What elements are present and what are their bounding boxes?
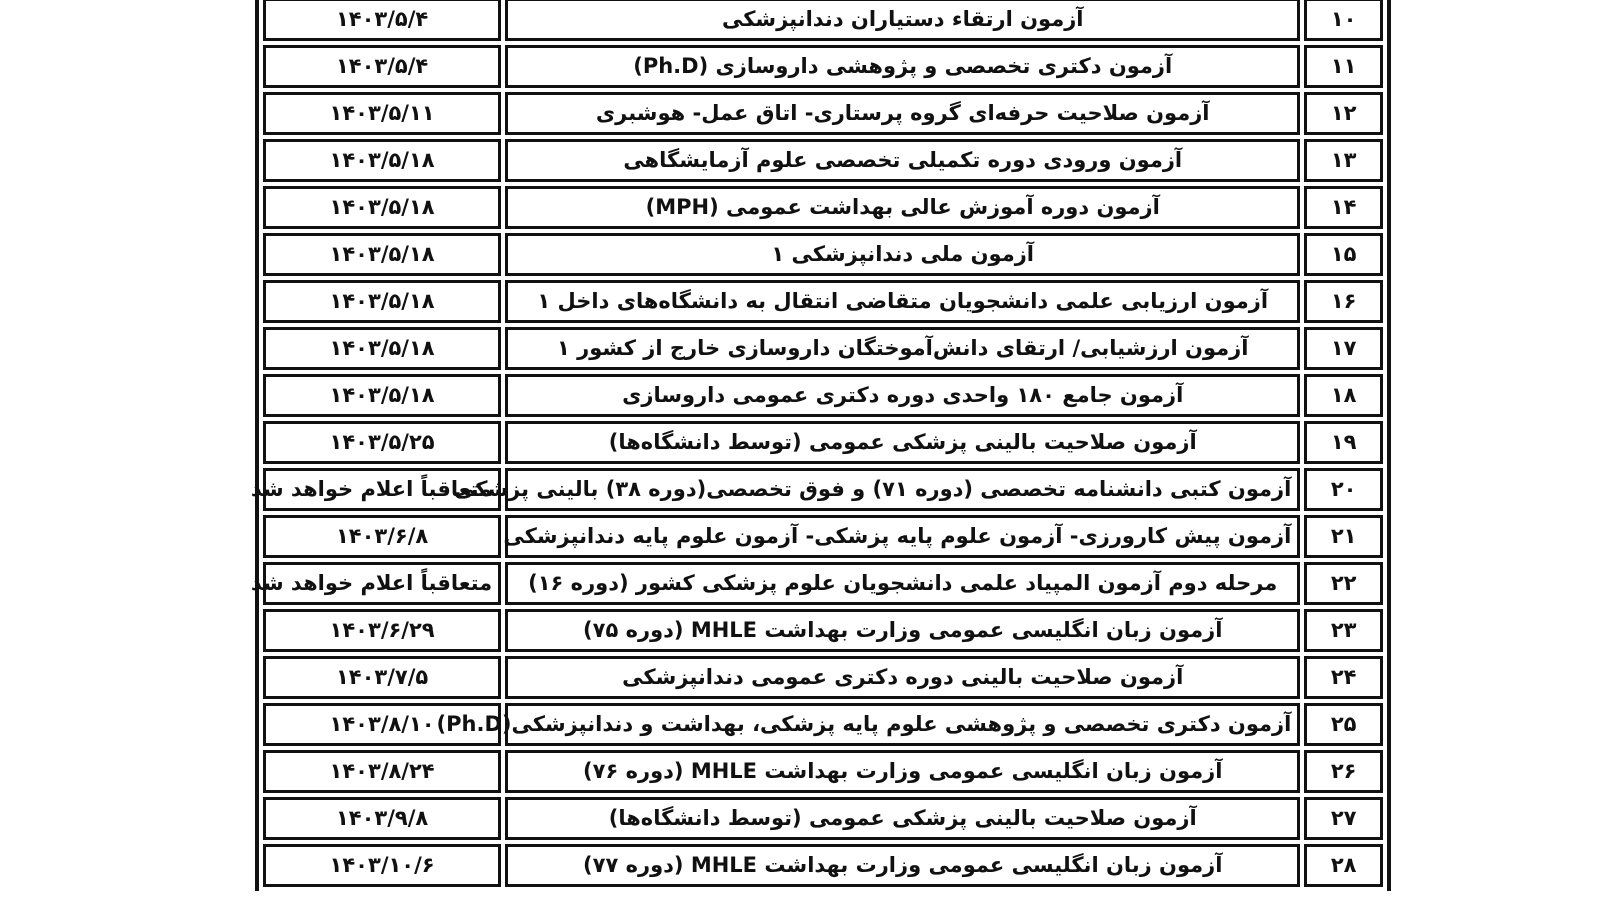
row-number-cell: ۲۷ [1304,797,1383,840]
exam-date-cell: متعاقباً اعلام خواهد شد [263,468,501,511]
exam-title-cell: آزمون ملی دندانپزشکی ۱ [505,233,1300,276]
exam-date-cell: ۱۴۰۳/۵/۴ [263,45,501,88]
row-number-cell: ۲۱ [1304,515,1383,558]
row-number-cell: ۱۵ [1304,233,1383,276]
exam-date-cell: متعاقباً اعلام خواهد شد [263,562,501,605]
exam-date-cell: ۱۴۰۳/۵/۱۸ [263,327,501,370]
exam-title-cell: آزمون دکتری تخصصی و پژوهشی داروسازی (Ph.D) [505,45,1300,88]
exam-title-cell: آزمون پیش کارورزی- آزمون علوم پایه پزشکی- آزمون علوم پایه دندانپزشکی [505,515,1300,558]
exam-schedule-table [250,0,1387,891]
exam-title-cell: آزمون ارزیابی علمی دانشجویان متقاضی انتقال به دانشگاه‌های داخل ۱ [505,280,1300,323]
table-row [263,797,1383,840]
exam-date-cell: ۱۴۰۳/۶/۸ [263,515,501,558]
exam-date-cell: ۱۴۰۳/۵/۱۸ [263,186,501,229]
row-number-cell: ۱۳ [1304,139,1383,182]
exam-title-cell: آزمون ارزشیابی/ ارتقای دانش‌آموختگان داروسازی خارج از کشور ۱ [505,327,1300,370]
exam-title-cell: آزمون ورودی دوره تکمیلی تخصصی علوم آزمایشگاهی [505,139,1300,182]
table-row [263,515,1383,558]
table-row [263,92,1383,135]
exam-date-cell: ۱۴۰۳/۶/۲۹ [263,609,501,652]
exam-date-cell: ۱۴۰۳/۸/۱۰ [263,703,501,746]
row-number-cell: ۲۵ [1304,703,1383,746]
row-number-cell: ۱۷ [1304,327,1383,370]
exam-date-cell: ۱۴۰۳/۵/۴ [263,0,501,41]
exam-title-cell: آزمون دوره آموزش عالی بهداشت عمومی (MPH) [505,186,1300,229]
exam-title-cell: آزمون دکتری تخصصی و پژوهشی علوم پایه پزشکی، بهداشت و دندانپزشکی(Ph.D) [505,703,1300,746]
row-number-cell: ۲۶ [1304,750,1383,793]
table-row [263,280,1383,323]
exam-title-cell: مرحله دوم آزمون المپیاد علمی دانشجویان علوم پزشکی کشور (دوره ۱۶) [505,562,1300,605]
exam-date-cell: ۱۴۰۳/۵/۱۸ [263,233,501,276]
table-row [263,374,1383,417]
exam-schedule-sheet [250,0,1391,891]
table-row [263,844,1383,887]
row-number-cell: ۲۳ [1304,609,1383,652]
exam-date-cell: ۱۴۰۳/۱۰/۶ [263,844,501,887]
exam-title-cell: آزمون ارتقاء دستیاران دندانپزشکی [505,0,1300,41]
table-row [263,421,1383,464]
row-number-cell: ۲۲ [1304,562,1383,605]
table-row [263,703,1383,746]
exam-date-cell: ۱۴۰۳/۵/۲۵ [263,421,501,464]
table-row [263,327,1383,370]
exam-title-cell: آزمون صلاحیت بالینی پزشکی عمومی (توسط دانشگاه‌ها) [505,797,1300,840]
table-row [263,233,1383,276]
table-row [263,656,1383,699]
table-row [263,750,1383,793]
exam-title-cell: آزمون صلاحیت بالینی دوره دکتری عمومی دندانپزشکی [505,656,1300,699]
row-number-cell: ۲۴ [1304,656,1383,699]
exam-date-cell: ۱۴۰۳/۷/۵ [263,656,501,699]
row-number-cell: ۲۸ [1304,844,1383,887]
table-row [263,562,1383,605]
exam-title-cell: آزمون زبان انگلیسی عمومی وزارت بهداشت MHLE (دوره ۷۷) [505,844,1300,887]
exam-title-cell: آزمون کتبی دانشنامه تخصصی (دوره ۷۱) و فوق تخصصی(دوره ۳۸) بالینی پزشکی [505,468,1300,511]
table-row [263,468,1383,511]
table-row [263,609,1383,652]
row-number-cell: ۱۰ [1304,0,1383,41]
table-row [263,186,1383,229]
exam-date-cell: ۱۴۰۳/۵/۱۸ [263,374,501,417]
table-row [263,0,1383,41]
exam-date-cell: ۱۴۰۳/۵/۱۸ [263,280,501,323]
exam-title-cell: آزمون جامع ۱۸۰ واحدی دوره دکتری عمومی داروسازی [505,374,1300,417]
exam-title-cell: آزمون صلاحیت بالینی پزشکی عمومی (توسط دانشگاه‌ها) [505,421,1300,464]
row-number-cell: ۱۴ [1304,186,1383,229]
exam-date-cell: ۱۴۰۳/۵/۱۸ [263,139,501,182]
row-number-cell: ۱۸ [1304,374,1383,417]
table-row [263,45,1383,88]
row-number-cell: ۱۶ [1304,280,1383,323]
exam-date-cell: ۱۴۰۳/۹/۸ [263,797,501,840]
row-number-cell: ۱۹ [1304,421,1383,464]
row-number-cell: ۲۰ [1304,468,1383,511]
table-row [263,139,1383,182]
exam-title-cell: آزمون صلاحیت حرفه‌ای گروه پرستاری- اتاق عمل- هوشبری [505,92,1300,135]
exam-date-cell: ۱۴۰۳/۵/۱۱ [263,92,501,135]
exam-title-cell: آزمون زبان انگلیسی عمومی وزارت بهداشت MHLE (دوره ۷۶) [505,750,1300,793]
row-number-cell: ۱۲ [1304,92,1383,135]
row-number-cell: ۱۱ [1304,45,1383,88]
exam-title-cell: آزمون زبان انگلیسی عمومی وزارت بهداشت MHLE (دوره ۷۵) [505,609,1300,652]
exam-date-cell: ۱۴۰۳/۸/۲۴ [263,750,501,793]
